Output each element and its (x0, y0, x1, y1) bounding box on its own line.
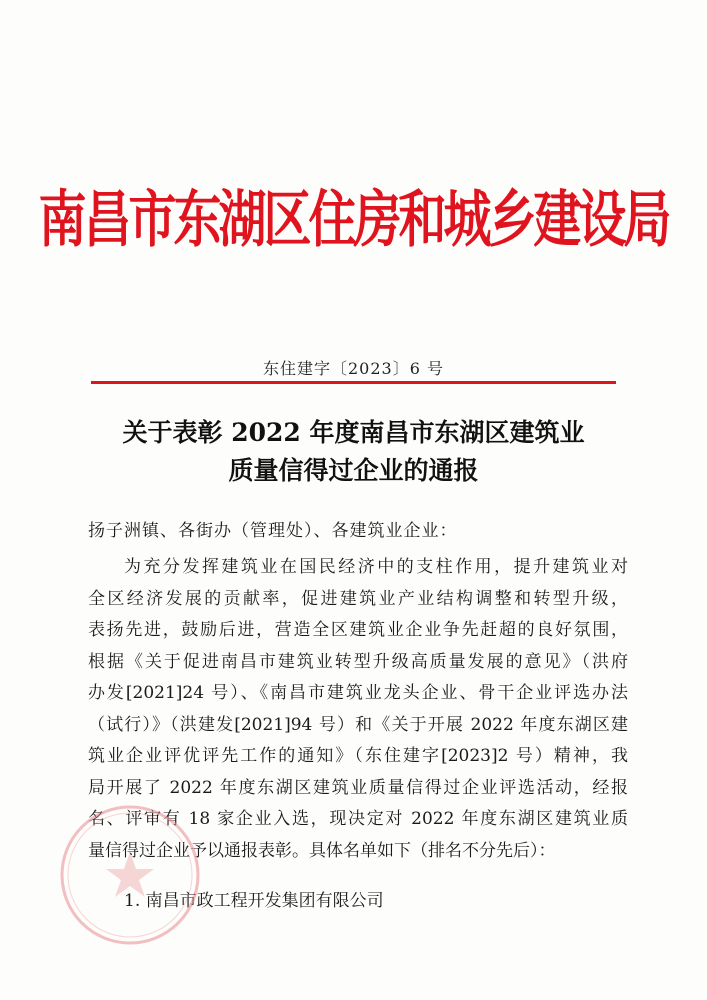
body-line: 为充分发挥建筑业在国民经济中的支柱作用，提升建筑业对 (124, 557, 628, 577)
title-line-1: 关于表彰 2022 年度南昌市东湖区建筑业 (122, 418, 585, 447)
body-line: 名、评审有 18 家企业入选，现决定对 2022 年度东湖区建筑业质 (88, 809, 628, 829)
title-line-2: 质量信得过企业的通报 (228, 456, 479, 485)
body-line: 量信得过企业予以通报表彰。具体名单如下（排名不分先后）： (88, 840, 556, 861)
document-number: 东住建字〔2023〕6 号 (263, 359, 444, 378)
body-line: 办发[2021]24 号）、《南昌市建筑业龙头企业、骨干企业评选办法 (88, 683, 628, 703)
addressee-line: 扬子洲镇、各街办（管理处）、各建筑业企业： (88, 521, 458, 541)
issuer-masthead: 南昌市东湖区住房和城乡建设局 (38, 184, 669, 256)
body-line: 全区经济发展的贡献率，促进建筑业产业结构调整和转型升级， (88, 588, 628, 609)
body-line: 根据《关于促进南昌市建筑业转型升级高质量发展的意见》（洪府 (88, 651, 628, 672)
body-line: 筑业企业评优评先工作的通知》（东住建字[2023]2 号）精神，我 (88, 746, 628, 766)
list-item: 1. 南昌市政工程开发集团有限公司 (124, 891, 384, 911)
body-line: 局开展了 2022 年度东湖区建筑业质量信得过企业评选活动，经报 (88, 777, 628, 798)
body-paragraph (88, 552, 628, 867)
document-title (0, 414, 707, 490)
body-line: （试行）》（洪建发[2021]94 号）和《关于开展 2022 年度东湖区建 (88, 714, 628, 735)
body-line: 表扬先进，鼓励后进，营造全区建筑业企业争先赶超的良好氛围， (88, 620, 628, 640)
red-divider-rule (91, 381, 616, 384)
